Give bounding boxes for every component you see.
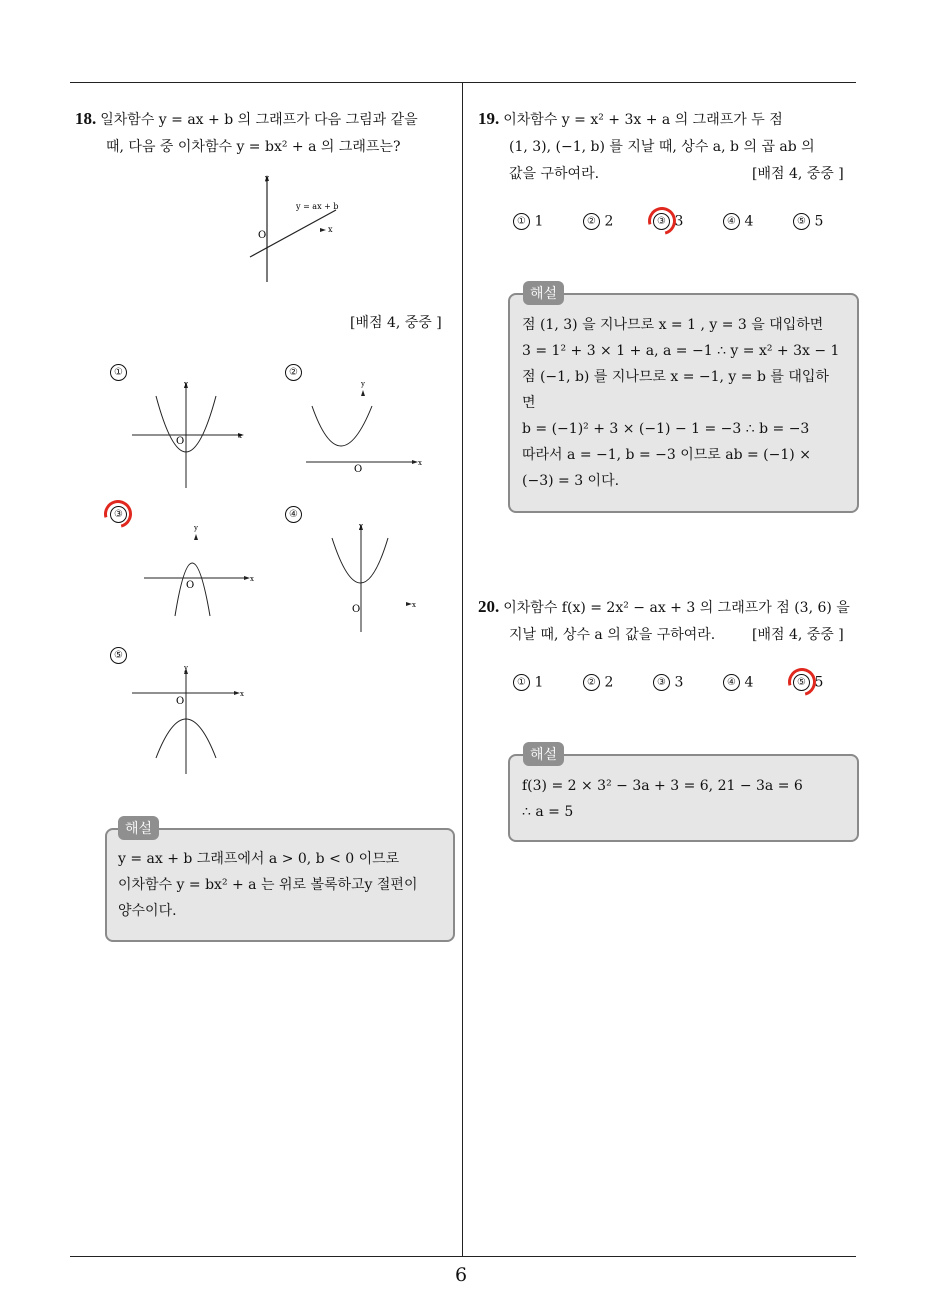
q19-solution-line: 점 (−1, b) 를 지나므로 x = −1, y = b 를 대입하	[522, 369, 829, 385]
svg-text:y: y	[194, 524, 198, 532]
q18-line2: 때, 다음 중 이차함수 y = bx² + a 의 그래프는?	[106, 139, 401, 155]
q18-solution-line: y = ax + b 그래프에서 a > 0, b < 0 이므로	[118, 851, 400, 867]
q19-line1: 이차함수 y = x² + 3x + a 의 그래프가 두 점	[503, 112, 783, 128]
q19-meta: [배점 4, 중중 ]	[752, 166, 844, 182]
bottom-rule	[70, 1256, 856, 1257]
svg-text:y: y	[184, 664, 188, 672]
q20-meta: [배점 4, 중중 ]	[752, 627, 844, 643]
choice-mark: ④	[723, 674, 740, 691]
choice-mark: ④	[723, 213, 740, 230]
svg-text:O: O	[186, 580, 195, 591]
svg-text:O: O	[352, 604, 361, 615]
q20-choice-2[interactable]	[583, 674, 653, 691]
q18-option-5-graph[interactable]	[128, 660, 248, 776]
choice-mark: ③	[653, 674, 670, 691]
q18-solution-text	[118, 846, 444, 924]
q18-number: 18.	[75, 109, 97, 128]
q19-answer-mark	[643, 202, 684, 240]
choice-value: 5	[814, 674, 824, 691]
q19-solution-line: 3 = 1² + 3 × 1 + a, a = −1 ∴ y = x² + 3x − 1	[522, 343, 840, 359]
q19-line2: (1, 3), (−1, b) 를 지날 때, 상수 a, b 의 곱 ab 의	[509, 139, 815, 155]
q18-option-1-graph[interactable]	[128, 378, 248, 490]
choice-value: 3	[674, 213, 684, 230]
q20-solution-tab: 해설	[523, 742, 564, 766]
svg-text:y: y	[361, 380, 365, 388]
choice-mark: ⑤	[793, 213, 810, 230]
q18-meta: [배점 4, 중중 ]	[350, 315, 442, 331]
choice-mark: ③	[653, 213, 670, 230]
q20-line2: 지날 때, 상수 a 의 값을 구하여라.	[509, 627, 716, 643]
choice-value: 2	[604, 213, 614, 230]
svg-text:y: y	[184, 380, 188, 388]
q18-solution-tab: 해설	[118, 816, 159, 840]
q18-fig-origin: O	[258, 230, 267, 241]
choice-value: 4	[744, 213, 754, 230]
q19-solution-line: (−3) = 3 이다.	[522, 473, 620, 489]
column-divider	[462, 82, 463, 1257]
q18-option-4-label[interactable]: ④	[285, 506, 302, 523]
svg-text:y: y	[359, 522, 363, 530]
q19-solution-line: b = (−1)² + 3 × (−1) − 1 = −3 ∴ b = −3	[522, 421, 810, 437]
choice-value: 3	[674, 674, 684, 691]
q19-choice-1[interactable]	[513, 213, 583, 230]
q18-option-4-graph[interactable]	[322, 518, 422, 636]
q18-stem	[75, 105, 460, 161]
choice-value: 4	[744, 674, 754, 691]
choice-value: 1	[534, 213, 544, 230]
choice-value: 5	[814, 213, 824, 230]
q18-option-5-label[interactable]: ⑤	[110, 647, 127, 664]
q18-option-2-label[interactable]: ②	[285, 364, 302, 381]
svg-text:O: O	[176, 436, 185, 447]
q19-solution-line: 점 (1, 3) 을 지나므로 x = 1 , y = 3 을 대입하면	[522, 317, 824, 333]
svg-text:x: x	[418, 459, 422, 467]
q18-fig-y: y	[265, 174, 269, 182]
top-rule	[70, 82, 856, 83]
q20-choice-3[interactable]	[653, 674, 723, 691]
q18-fig-x: x	[328, 225, 333, 234]
q20-solution-text	[522, 773, 850, 825]
svg-text:x: x	[412, 601, 416, 609]
svg-text:x: x	[240, 690, 244, 698]
q19-choices	[513, 213, 863, 230]
q19-choice-5[interactable]	[793, 213, 863, 230]
q18-fig-line-label: y = ax + b	[296, 202, 339, 211]
q20-choice-1[interactable]	[513, 674, 583, 691]
q19-solution-line: 면	[522, 395, 536, 411]
q18-option-1-label[interactable]: ①	[110, 364, 127, 381]
q18-option-2-graph[interactable]	[300, 376, 430, 474]
svg-text:x: x	[250, 575, 254, 583]
q20-number: 20.	[478, 597, 500, 616]
q18-answer-mark	[99, 495, 137, 533]
choice-value: 2	[604, 674, 614, 691]
q18-option-3-label[interactable]: ③	[110, 506, 127, 523]
q19-solution-line: 따라서 a = −1, b = −3 이므로 ab = (−1) ×	[522, 447, 811, 463]
choice-mark: ①	[513, 674, 530, 691]
svg-text:O: O	[176, 696, 185, 707]
q20-line1: 이차함수 f(x) = 2x² − ax + 3 의 그래프가 점 (3, 6) 을	[503, 600, 850, 616]
q19-solution-text	[522, 312, 850, 494]
q19-choice-4[interactable]	[723, 213, 793, 230]
q19-choice-2[interactable]	[583, 213, 653, 230]
q20-choice-4[interactable]	[723, 674, 793, 691]
q19-line3: 값을 구하여라.	[509, 166, 600, 182]
q20-solution-line: f(3) = 2 × 3² − 3a + 3 = 6, 21 − 3a = 6	[522, 778, 803, 794]
q20-answer-mark	[783, 663, 824, 701]
choice-mark: ②	[583, 674, 600, 691]
q18-figure-line	[240, 172, 340, 284]
q18-solution-line: 양수이다.	[118, 903, 177, 919]
choice-mark: ①	[513, 213, 530, 230]
choice-mark: ⑤	[793, 674, 810, 691]
q20-solution-line: ∴ a = 5	[522, 804, 574, 820]
choice-mark: ②	[583, 213, 600, 230]
choice-value: 1	[534, 674, 544, 691]
q19-number: 19.	[478, 109, 500, 128]
page-number: 6	[455, 1264, 468, 1286]
q18-option-3-graph[interactable]	[140, 520, 258, 620]
svg-text:x: x	[238, 432, 242, 440]
q18-line1: 일차함수 y = ax + b 의 그래프가 다음 그림과 같을	[100, 112, 418, 128]
q19-solution-tab: 해설	[523, 281, 564, 305]
q18-solution-line: 이차함수 y = bx² + a 는 위로 볼록하고y 절편이	[118, 877, 418, 893]
svg-text:O: O	[354, 464, 363, 474]
